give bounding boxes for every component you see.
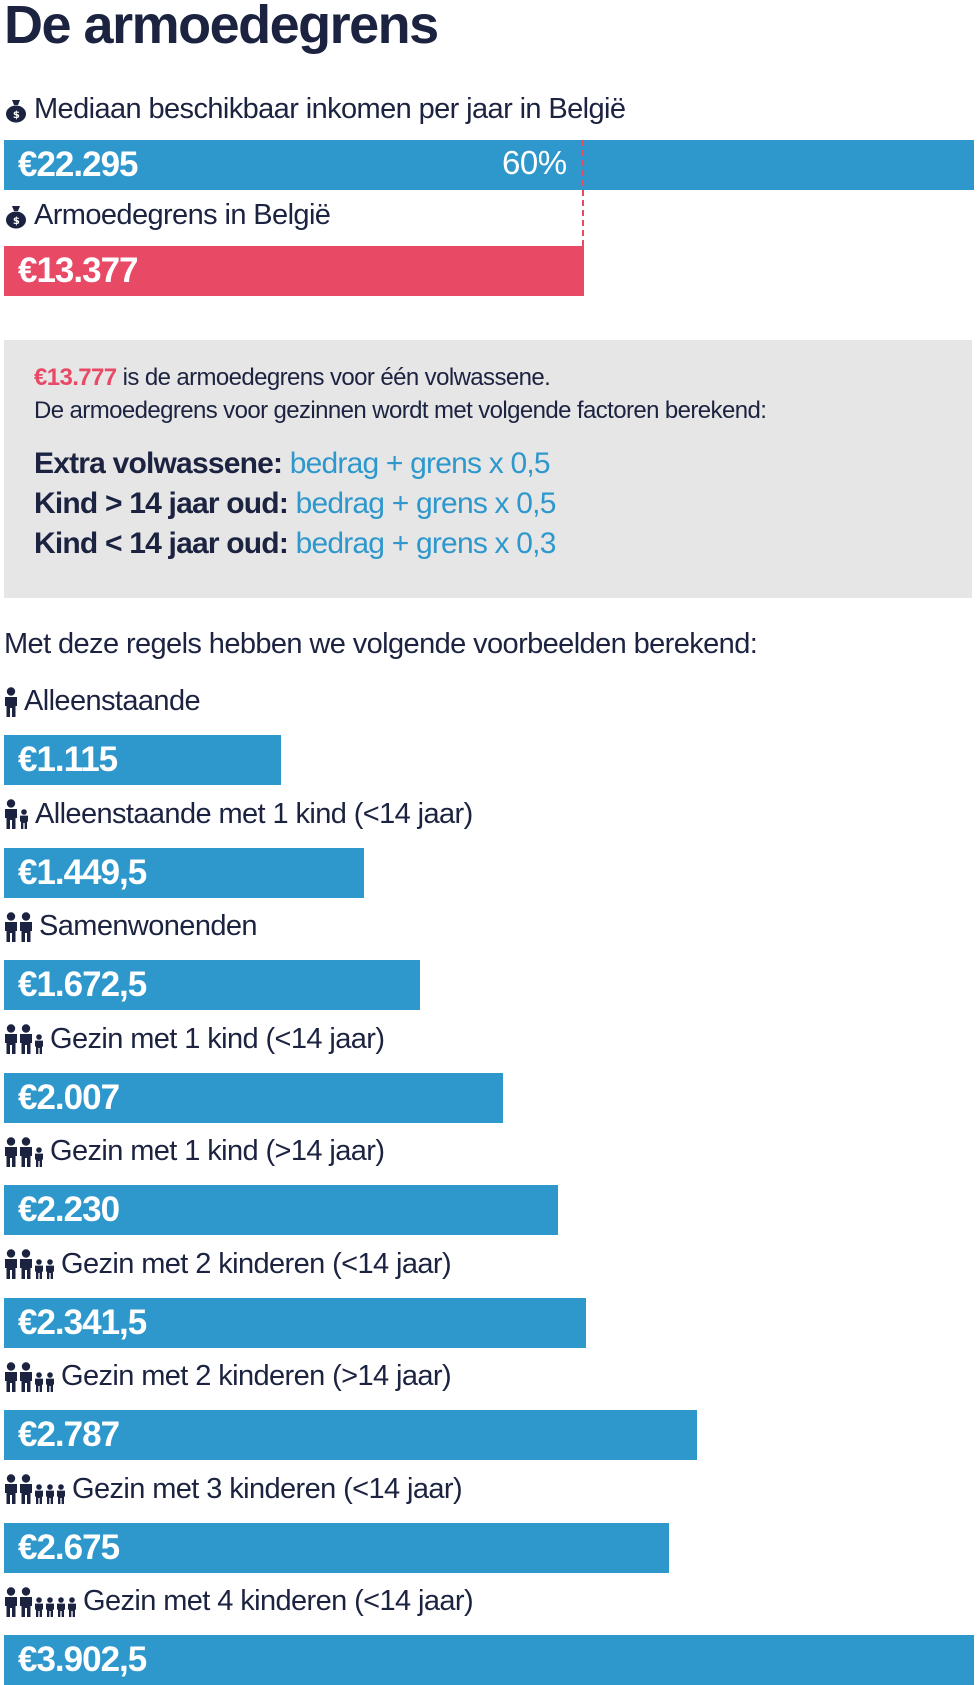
household-people-icon <box>4 1137 44 1167</box>
info-line-2: De armoedegrens voor gezinnen wordt met volgende factoren berekend: <box>34 397 767 424</box>
factor-line <box>34 527 556 561</box>
poverty-value: €13.377 <box>18 251 138 290</box>
median-label-row <box>4 93 625 126</box>
child-person-icon <box>45 1597 55 1617</box>
household-value: €2.787 <box>18 1415 120 1454</box>
child-person-icon <box>34 1259 44 1279</box>
household-label-row <box>4 1360 451 1393</box>
median-value: €22.295 <box>18 145 138 184</box>
household-label: Gezin met 1 kind (>14 jaar) <box>50 1135 385 1167</box>
household-value: €2.007 <box>18 1077 120 1117</box>
adult-person-icon <box>19 1137 33 1167</box>
poverty-label-row <box>4 199 330 232</box>
household-bar <box>4 1523 669 1573</box>
money-bag-icon <box>4 97 28 123</box>
household-label: Gezin met 2 kinderen (<14 jaar) <box>61 1247 452 1280</box>
svg-text:$: $ <box>12 109 20 121</box>
child-person-icon <box>34 1597 44 1617</box>
household-label-row <box>4 1585 473 1618</box>
household-bar <box>4 1410 697 1460</box>
factor-line <box>34 447 550 481</box>
money-bag-icon <box>4 203 28 229</box>
adult-person-icon <box>4 1249 18 1279</box>
household-bar <box>4 1073 503 1123</box>
household-people-icon <box>4 1362 55 1392</box>
child-person-icon <box>45 1372 55 1392</box>
child-person-icon <box>34 1034 44 1054</box>
household-people-icon <box>4 799 29 829</box>
adult-person-icon <box>19 1249 33 1279</box>
household-label-row <box>4 910 257 943</box>
household-people-icon <box>4 912 33 942</box>
household-bar <box>4 735 281 785</box>
household-label: Alleenstaande met 1 kind (<14 jaar) <box>35 797 473 830</box>
household-label-row <box>4 1135 384 1168</box>
child-person-icon <box>45 1259 55 1279</box>
percent-label: 60% <box>502 144 567 181</box>
poverty-bar <box>4 246 584 296</box>
household-value: €1.449,5 <box>18 852 147 892</box>
adult-person-icon <box>19 1024 33 1054</box>
household-value: €2.341,5 <box>18 1302 147 1342</box>
info-line-1 <box>34 364 550 392</box>
household-people-icon <box>4 687 18 717</box>
factor-label: Kind < 14 jaar oud: <box>34 527 289 560</box>
factor-formula: bedrag + grens x 0,5 <box>289 447 550 480</box>
median-bar <box>4 140 974 190</box>
household-bar <box>4 848 364 898</box>
sixty-percent-marker <box>582 140 584 246</box>
info-line-1-text: is de armoedegrens voor één volwassene. <box>116 364 551 391</box>
adult-person-icon <box>19 1474 33 1504</box>
child-person-icon <box>67 1597 77 1617</box>
page-title: De armoedegrens <box>4 0 438 55</box>
household-value: €1.115 <box>18 740 118 779</box>
household-label: Alleenstaande <box>24 685 201 717</box>
child-person-icon <box>45 1484 55 1504</box>
household-people-icon <box>4 1587 77 1617</box>
household-people-icon <box>4 1249 55 1279</box>
info-box <box>4 340 972 598</box>
household-label: Gezin met 4 kinderen (<14 jaar) <box>83 1585 474 1617</box>
adult-person-icon <box>4 687 18 717</box>
median-label: Mediaan beschikbaar inkomen per jaar in België <box>34 93 626 125</box>
adult-person-icon <box>4 1024 18 1054</box>
adult-person-icon <box>4 912 18 942</box>
factor-formula: bedrag + grens x 0,3 <box>295 527 556 560</box>
household-label-row <box>4 1023 384 1056</box>
adult-person-icon <box>4 1137 18 1167</box>
factor-line <box>34 487 556 521</box>
adult-person-icon <box>19 1362 33 1392</box>
household-label-row <box>4 685 200 718</box>
household-label-row <box>4 798 473 831</box>
adult-person-icon <box>4 1362 18 1392</box>
adult-person-icon <box>4 799 18 829</box>
adult-person-icon <box>19 1587 33 1617</box>
child-person-icon <box>56 1597 66 1617</box>
examples-intro: Met deze regels hebben we volgende voorbeelden berekend: <box>4 628 758 660</box>
household-bar <box>4 960 420 1010</box>
factor-label: Kind > 14 jaar oud: <box>34 487 289 520</box>
household-bar <box>4 1298 586 1348</box>
household-bar <box>4 1185 558 1235</box>
household-value: €3.902,5 <box>18 1640 147 1679</box>
poverty-label: Armoedegrens in België <box>34 199 331 231</box>
adult-person-icon <box>4 1587 18 1617</box>
adult-person-icon <box>19 912 33 942</box>
household-label-row <box>4 1248 451 1281</box>
child-person-icon <box>19 809 29 829</box>
household-label: Samenwonenden <box>39 910 257 942</box>
household-people-icon <box>4 1024 44 1054</box>
household-value: €2.230 <box>18 1190 120 1229</box>
child-person-icon <box>34 1372 44 1392</box>
household-value: €1.672,5 <box>18 965 147 1004</box>
factor-label: Extra volwassene: <box>34 447 283 480</box>
household-label: Gezin met 1 kind (<14 jaar) <box>50 1022 385 1055</box>
household-value: €2.675 <box>18 1527 120 1567</box>
household-label: Gezin met 2 kinderen (>14 jaar) <box>61 1360 452 1392</box>
child-person-icon <box>34 1147 44 1167</box>
info-amount: €13.777 <box>34 364 117 391</box>
factor-formula: bedrag + grens x 0,5 <box>295 487 556 520</box>
child-person-icon <box>56 1484 66 1504</box>
household-people-icon <box>4 1474 66 1504</box>
adult-person-icon <box>4 1474 18 1504</box>
svg-text:$: $ <box>12 215 20 227</box>
child-person-icon <box>34 1484 44 1504</box>
household-label-row <box>4 1473 462 1506</box>
household-label: Gezin met 3 kinderen (<14 jaar) <box>72 1472 463 1505</box>
